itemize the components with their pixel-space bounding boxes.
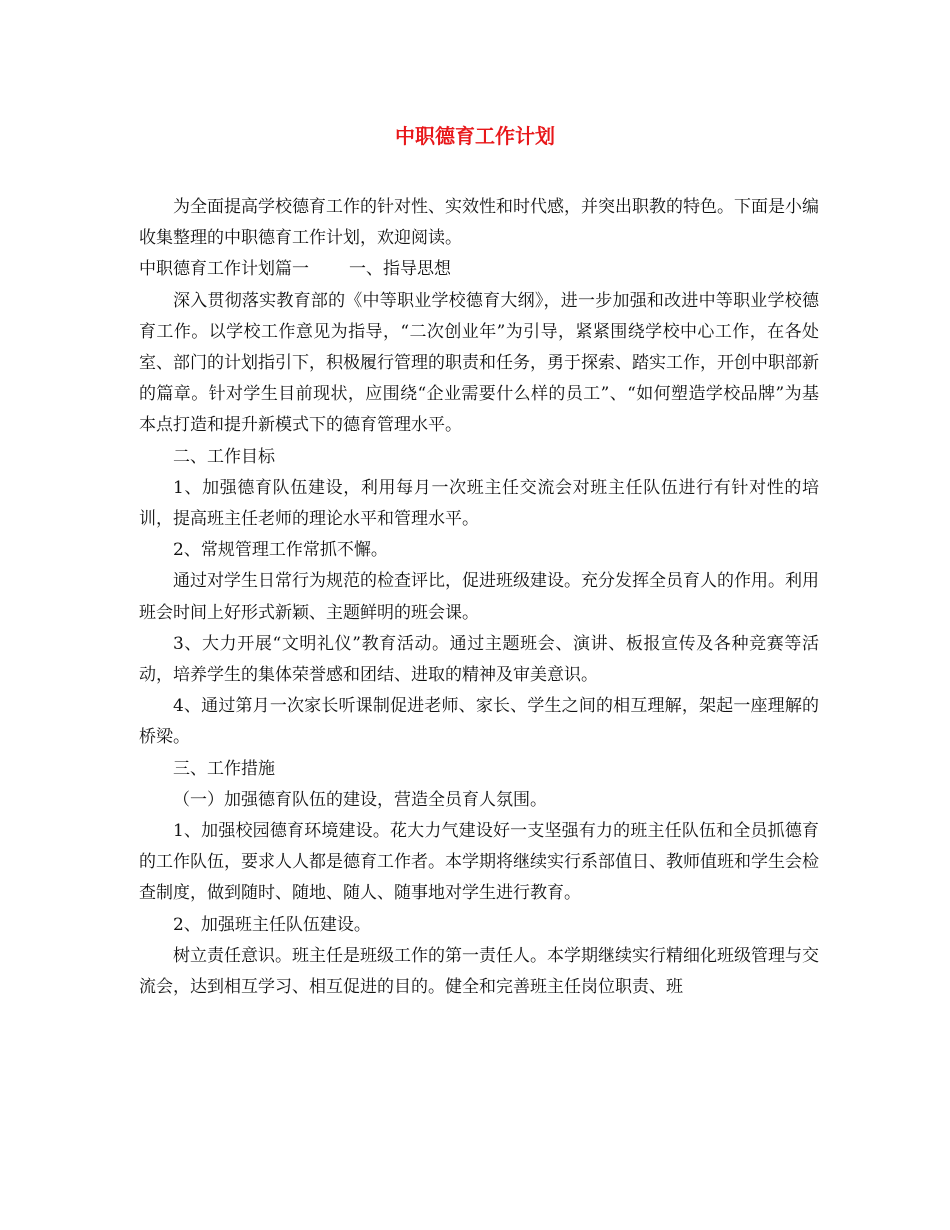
goal-item-2-detail: 通过对学生日常行为规范的检查评比，促进班级建设。充分发挥全员育人的作用。利用班会时间上好形式新颖、主题鲜明的班会课。 <box>139 571 819 623</box>
goal-item-3: 3、大力开展“文明礼仪”教育活动。通过主题班会、演讲、板报宣传及各种竞赛等活动，培养学生的集体荣誉感和团结、进取的精神及审美意识。 <box>139 633 819 686</box>
measure-subheading-1: （一）加强德育队伍的建设，营造全员育人氛围。 <box>173 789 547 810</box>
goal-item-4: 4、通过第月一次家长听课制促进老师、家长、学生之间的相互理解，架起一座理解的桥梁。 <box>139 696 819 748</box>
heading-work-measures: 三、工作措施 <box>173 758 275 779</box>
section-label: 中职德育工作计划篇一 <box>139 259 309 280</box>
measure-item-2: 2、加强班主任队伍建设。 <box>173 914 371 935</box>
goal-item-1: 1、加强德育队伍建设，利用每月一次班主任交流会对班主任队伍进行有针对性的培训，提高班主任老师的理论水平和管理水平。 <box>139 477 819 530</box>
intro-paragraph: 为全面提高学校德育工作的针对性、实效性和时代感，并突出职教的特色。下面是小编收集整理的中职德育工作计划，欢迎阅读。 <box>139 197 819 249</box>
section-label-line <box>139 254 819 285</box>
goal-item-2: 2、常规管理工作常抓不懈。 <box>173 540 388 561</box>
heading-work-goals: 二、工作目标 <box>173 446 275 467</box>
document-title: 中职德育工作计划 <box>395 124 555 148</box>
measure-item-1: 1、加强校园德育环境建设。花大力气建设好一支坚强有力的班主任队伍和全员抓德育的工作队伍，要求人人都是德育工作者。本学期将继续实行系部值日、教师值班和学生会检查制度，做到随时、随地、随人、随事地对学生进行教育。 <box>139 821 819 904</box>
document-body <box>139 192 819 1003</box>
heading-guiding-ideology: 一、指导思想 <box>349 259 451 280</box>
guiding-paragraph: 深入贯彻落实教育部的《中等职业学校德育大纲》，进一步加强和改进中等职业学校德育工作。以学校工作意见为指导，“二次创业年”为引导，紧紧围绕学校中心工作，在各处室、部门的计划指引下，积极履行管理的职责和任务，勇于探索、踏实工作，开创中职部新的篇章。针对学生目前现状，应围绕“企业需要什么样的员工”、“如何塑造学校品牌”为基本点打造和提升新模式下的德育管理水平。 <box>139 290 819 436</box>
measure-item-2-detail: 树立责任意识。班主任是班级工作的第一责任人。本学期继续实行精细化班级管理与交流会，达到相互学习、相互促进的目的。健全和完善班主任岗位职责、班 <box>139 945 819 998</box>
